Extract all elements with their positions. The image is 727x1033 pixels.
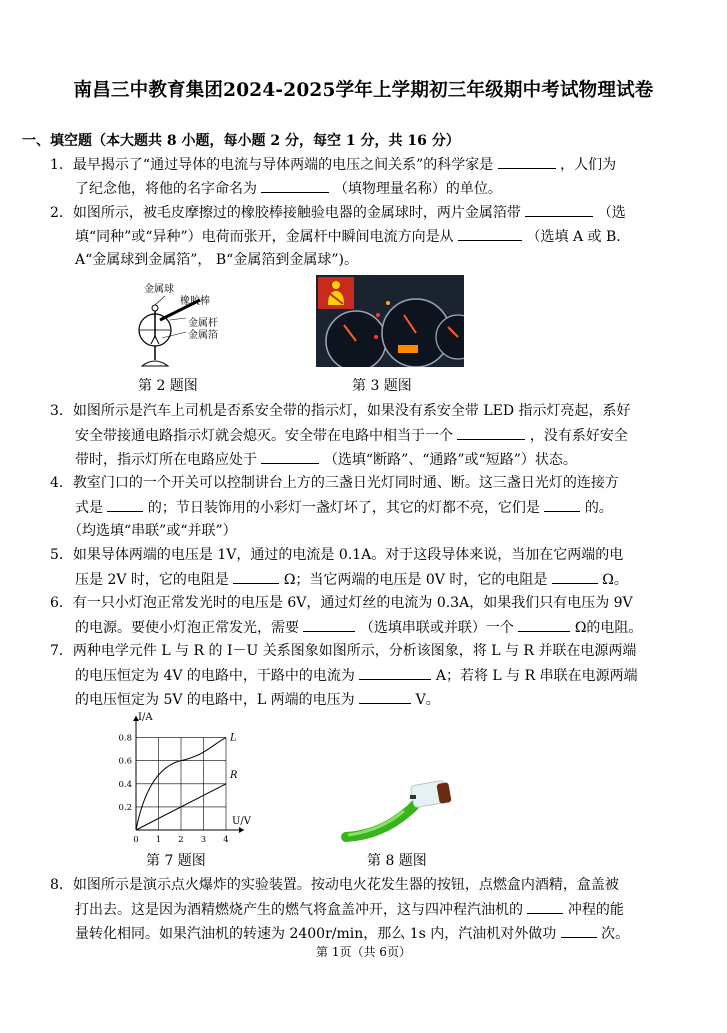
- q3-text: 安全带接通电路指示灯就会熄灭。安全带在电路中相当于一个: [75, 428, 453, 444]
- q7-text: 的电压恒定为 4V 的电路中，干路中的电流为: [75, 668, 355, 684]
- question-4-line-2: [75, 497, 613, 518]
- q1-text-2: ，人们为: [560, 157, 617, 173]
- question-2-line-1: [50, 202, 626, 223]
- q3-blank-2[interactable]: [261, 449, 319, 464]
- question-7-line-1: 7．两种电学元件 L 与 R 的 I－U 关系图象如图所示，分析该图象，将 L 与 R 并联在电源两端: [50, 643, 637, 659]
- q8-blank-1[interactable]: [527, 899, 563, 914]
- q3-blank-1[interactable]: [457, 425, 525, 440]
- series-R-label: R: [230, 770, 238, 781]
- q5-text: 压是 2V 时，它的电阻是: [75, 572, 229, 588]
- dashboard-photo: [316, 275, 464, 367]
- q4-text-2: 的；节日装饰用的小彩灯一盏灯坏了，其它的灯都不亮，它们是: [147, 500, 540, 516]
- question-2-line-3: A“金属球到金属箔”， B“金属箔到金属球”)。: [75, 252, 358, 268]
- q8-text-4: 次。: [601, 926, 630, 942]
- q6-text: 的电源。要使小灯泡正常发光，需要: [75, 620, 299, 636]
- x-tick-label: 2: [178, 835, 184, 845]
- y-axis-label: I/A: [138, 712, 153, 723]
- x-axis-arrow: [239, 827, 244, 833]
- q1-blank-2[interactable]: [261, 178, 329, 193]
- label-foil: 金属箔: [188, 330, 218, 341]
- q6-blank-1[interactable]: [303, 617, 355, 632]
- question-8-line-3: [75, 923, 629, 944]
- question-8-line-2: [75, 899, 624, 920]
- x-tick-label: 1: [155, 835, 162, 845]
- question-7-line-3: [75, 689, 440, 710]
- question-8-line-1: 8．如图所示是演示点火爆炸的实验装置。按动电火花发生器的按钮，点燃盒内酒精，盒盖被: [50, 877, 619, 893]
- label-rod: 橡胶棒: [180, 296, 210, 307]
- y-tick-label: 0.8: [118, 733, 132, 744]
- q2-blank-1[interactable]: [525, 202, 593, 217]
- x-axis-label: U/V: [232, 816, 252, 827]
- x-tick-label: 0: [133, 835, 139, 845]
- q6-text-3: Ω的电阻。: [574, 620, 643, 636]
- q7-blank-1[interactable]: [359, 665, 431, 680]
- q2-text-2: （选: [597, 205, 626, 221]
- question-4-line-3: （均选填“串联”或“并联”）: [68, 523, 237, 539]
- q4-blank-2[interactable]: [544, 497, 580, 512]
- q8-text: 打出去。这是因为酒精燃烧产生的燃气将盒盖冲开，这与四冲程汽油机的: [75, 902, 523, 918]
- question-1-line-1: [50, 154, 616, 175]
- page-footer: 第 1页（共 6页）: [316, 945, 411, 959]
- q3-text-2: ，没有系好安全: [529, 428, 628, 444]
- q1-blank-1[interactable]: [498, 154, 556, 169]
- q6-blank-2[interactable]: [518, 617, 570, 632]
- q8-blank-2[interactable]: [561, 923, 597, 938]
- q5-text-2: Ω；当它两端的电压是 0V 时，它的电阻是: [283, 572, 548, 588]
- q1-text-3: 了纪念他，将他的名字命名为: [75, 181, 257, 197]
- q7-text-3: 的电压恒定为 5V 的电路中，L 两端的电压为: [75, 692, 355, 708]
- q2-text-3: 填“同种”或“异种”）电荷而张开，金属杆中瞬间电流方向是从: [75, 229, 454, 245]
- iu-graph: [108, 710, 258, 850]
- fig3-caption: 第 3 题图: [352, 378, 412, 394]
- y-tick-label: 0.6: [118, 756, 132, 767]
- x-tick-label: 4: [223, 835, 229, 845]
- q2-text-4: （选填 A 或 B.: [526, 229, 621, 245]
- question-6-line-1: 6．有一只小灯泡正常发光时的电压是 6V，通过灯丝的电流为 0.3A，如果我们只有电压为 9V: [50, 595, 633, 611]
- question-3-line-1: 3．如图所示是汽车上司机是否系安全带的指示灯，如果没有系安全带 LED 指示灯亮起，系好: [50, 403, 631, 419]
- label-stem: 金属杆: [188, 318, 218, 329]
- label-ball: 金属球: [144, 284, 174, 295]
- question-5-line-1: 5．如果导体两端的电压是 1V，通过的电流是 0.1A。对于这段导体来说，当加在它两端的电: [50, 547, 624, 563]
- q7-text-2: A；若将 L 与 R 串联在电源两端: [435, 668, 638, 684]
- electroscope-figure: [130, 280, 240, 370]
- q5-blank-1[interactable]: [233, 569, 279, 584]
- q8-text-2: 冲程的能: [567, 902, 624, 918]
- q5-blank-2[interactable]: [552, 569, 598, 584]
- section-heading: 一、填空题（本大题共 8 小题，每小题 2 分，每空 1 分，共 16 分）: [22, 133, 460, 149]
- q2-text: 2．如图所示，被毛皮摩擦过的橡胶棒接触验电器的金属球时，两片金属箔带: [50, 205, 521, 221]
- question-3-line-3: [75, 449, 577, 470]
- q5-text-3: Ω。: [602, 572, 628, 588]
- question-4-line-1: 4．教室门口的一个开关可以控制讲台上方的三盏日光灯同时通、断。这三盏日光灯的连接方: [50, 475, 619, 491]
- series-L-label: L: [230, 732, 237, 744]
- spark-device-figure: [340, 775, 460, 845]
- q4-text: 式是: [75, 500, 103, 516]
- q7-blank-2[interactable]: [359, 689, 411, 704]
- fig2-caption: 第 2 题图: [138, 378, 198, 394]
- question-3-line-2: [75, 425, 628, 446]
- y-tick-label: 0.2: [118, 802, 132, 813]
- question-1-line-2: [75, 178, 502, 199]
- fig7-caption: 第 7 题图: [146, 853, 206, 869]
- question-6-line-2: [75, 617, 642, 638]
- q3-text-3: 带时，指示灯所在电路应处于: [75, 452, 257, 468]
- y-tick-label: 0.4: [118, 779, 132, 790]
- question-5-line-2: [75, 569, 628, 590]
- q2-blank-2[interactable]: [458, 226, 522, 241]
- page-title: 南昌三中教育集团2024-2025学年上学期初三年级期中考试物理试卷: [73, 80, 654, 101]
- q4-blank-1[interactable]: [107, 497, 143, 512]
- q4-text-3: 的。: [584, 500, 613, 516]
- x-tick-label: 3: [200, 835, 207, 845]
- q7-text-4: V。: [415, 692, 440, 708]
- question-2-line-2: [75, 226, 621, 247]
- question-7-line-2: [75, 665, 638, 686]
- q3-text-4: （选填“断路”、“通路”或“短路”）状态。: [323, 452, 577, 468]
- q1-text-4: （填物理量名称）的单位。: [333, 181, 502, 197]
- q8-text-3: 量转化相同。如果汽油机的转速为 2400r/min，那么 1s 内，汽油机对外做功: [75, 926, 557, 942]
- q6-text-2: （选填串联或并联）一个: [359, 620, 514, 636]
- fig8-caption: 第 8 题图: [367, 853, 427, 869]
- q1-text: 1．最早揭示了“通过导体的电流与导体两端的电压之间关系”的科学家是: [50, 157, 494, 173]
